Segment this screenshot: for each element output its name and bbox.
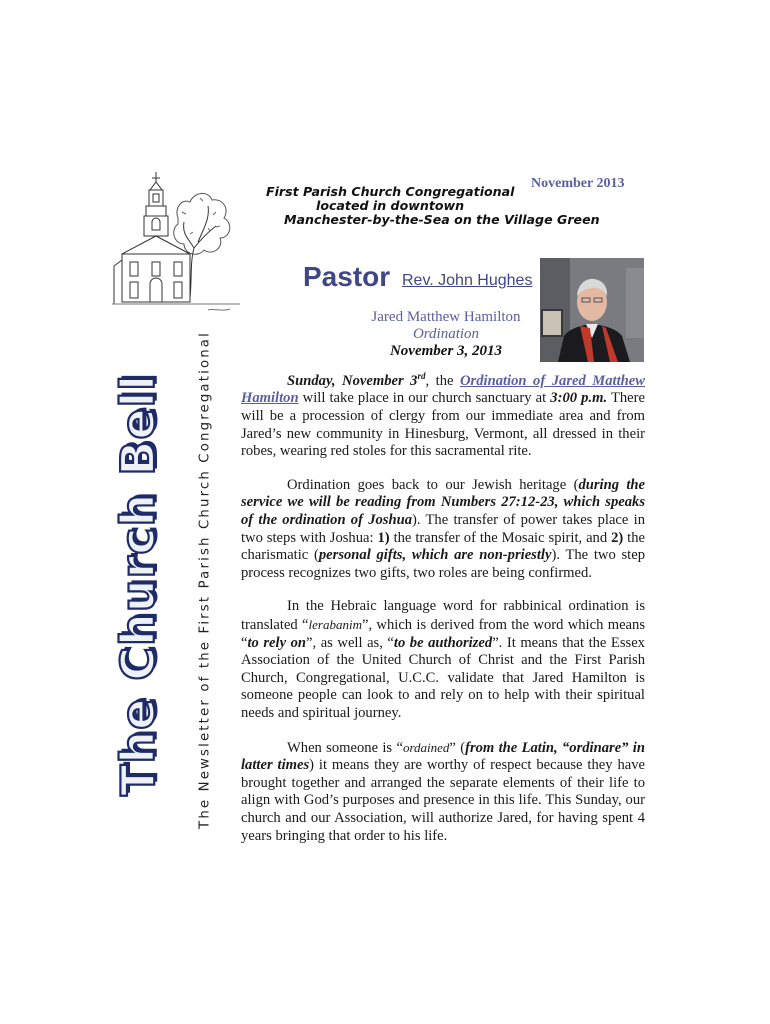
p1-text3: There will be a procession of clergy from our immediate area and from Jared’s new community in Hinesburg, Vermont, all dressed in their robes, wearing red stoles for this sacramental rite. <box>241 390 645 460</box>
pastor-label: Pastor <box>303 261 391 292</box>
pastor-name-link[interactable]: Rev. John Hughes <box>402 272 533 289</box>
article-heading-event: Ordination <box>412 326 480 342</box>
p2-num-2: 2) <box>611 529 624 546</box>
p2-num-1: 1) <box>377 529 390 546</box>
p4-word: ordained <box>402 739 450 755</box>
p1-text2: will take place in our church sanctuary at <box>298 390 551 407</box>
p1-time: 3:00 p.m. <box>550 390 608 407</box>
p3-text4: ”. It means that the Essex Association of the United Church of Christ and the First Parish Church, Congregational, U.C.C. validate that Jared Hamilton is someone people can look to and rely on to help with their spiritual needs and spiritual journey. <box>241 634 645 721</box>
p2-text3: the transfer of the Mosaic spirit, and <box>389 529 612 546</box>
p3-emphasis-1: to rely on <box>247 634 307 651</box>
masthead-subtitle <box>190 331 220 829</box>
p2-text2: ). The transfer of power takes place in two steps with Joshua: <box>241 512 645 546</box>
church-name: First Parish Church Congregational <box>266 184 515 199</box>
masthead-title <box>112 350 164 820</box>
p1-event-link[interactable]: Ordination of Jared Matthew Hamilton <box>241 372 645 407</box>
p1-text1: , the <box>425 372 461 389</box>
location-line: located in downtown <box>316 198 465 213</box>
location-line-2: Manchester-by-the-Sea on the Village Green <box>284 212 600 227</box>
p4-text2: ” ( <box>449 739 466 756</box>
masthead-title-text: The Church Bell <box>111 373 165 797</box>
issue-date: November 2013 <box>531 176 625 191</box>
p3-text3: ”, as well as, “ <box>306 634 394 651</box>
paragraph-1 <box>241 368 645 461</box>
article-body <box>241 368 645 861</box>
article-heading-date: November 3, 2013 <box>389 343 503 359</box>
p2-emphasis-1: during the service we will be reading from Numbers 27:12-23, which speaks of the ordination of Joshua <box>241 476 646 529</box>
p3-emphasis-2: to be authorized <box>393 634 493 651</box>
p4-emphasis-1: from the Latin, “ordinare” in latter times <box>241 739 645 774</box>
p3-text2: ”, which is derived from the word which means “ <box>241 616 645 651</box>
church-illustration <box>112 168 240 318</box>
p3-word: lerabanim <box>308 616 362 632</box>
paragraph-3 <box>241 598 645 722</box>
p2-text5: ). The two step process recognizes two gifts, two roles are being confirmed. <box>241 547 646 581</box>
masthead-subtitle-text: The Newsletter of the First Parish Church Congregational <box>197 331 213 829</box>
p1-sup: rd <box>417 371 426 381</box>
p1-lead: Sunday, November 3 <box>287 372 418 389</box>
article-heading-name: Jared Matthew Hamilton <box>371 309 521 325</box>
paragraph-2 <box>241 477 645 583</box>
p2-emphasis-2: personal gifts, which are non-priestly <box>318 547 552 564</box>
p2-text4: the charismatic ( <box>241 529 645 564</box>
paragraph-4 <box>241 739 645 846</box>
p4-text1: When someone is “ <box>287 739 403 756</box>
p4-text3: ) it means they are worthy of respect because they have brought together and arranged the separate elements of their life to align with God’s purposes and presence in this life. This Sunday, our church and our Association, will authorize Jared, for having spent 4 years bringing that order to his life. <box>241 757 645 844</box>
p3-text1: In the Hebraic language word for rabbinical ordination is translated “ <box>241 598 645 633</box>
p2-text1: Ordination goes back to our Jewish heritage ( <box>287 476 579 493</box>
